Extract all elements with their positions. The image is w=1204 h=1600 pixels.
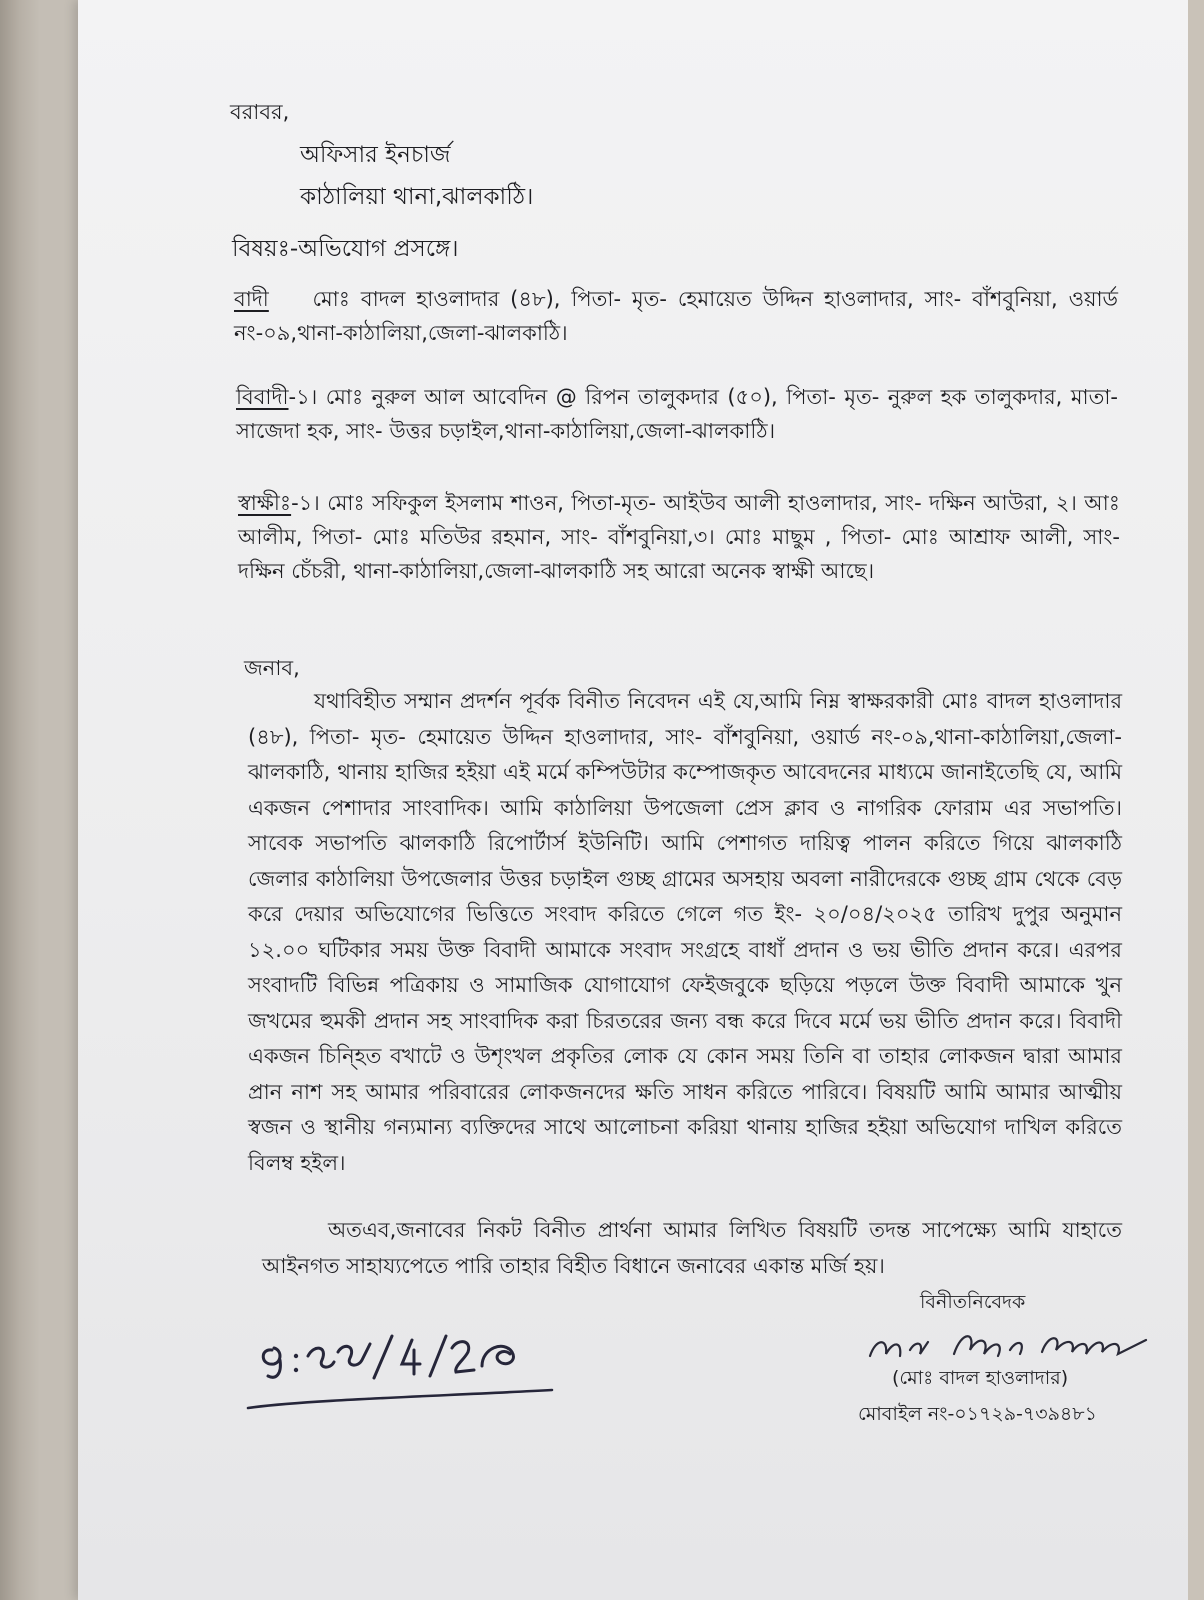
witness-block <box>238 486 1120 588</box>
letter-paper <box>78 0 1188 1600</box>
signature-mark <box>866 1320 1156 1368</box>
plaintiff-block <box>234 282 1118 350</box>
defendant-label: বিবাদী <box>236 385 289 409</box>
defendant-block <box>236 380 1118 448</box>
subject-line: বিষয়ঃ-অভিযোগ প্রসঙ্গে। <box>232 236 459 262</box>
salutation-to: বরাবর, <box>230 100 290 124</box>
recipient-office: কাঠালিয়া থানা,ঝালকাঠি। <box>300 184 534 210</box>
background-strip <box>1188 0 1204 1600</box>
signer-mobile: মোবাইল নং-০১৭২৯-৭৩৯৪৮১ <box>858 1403 1097 1425</box>
yours-faithfully: বিনীতনিবেদক <box>920 1291 1026 1313</box>
plaintiff-text: মোঃ বাদল হাওলাদার (৪৮), পিতা- মৃত- হেমায়েত উদ্দিন হাওলাদার, সাং- বাঁশবুনিয়া, ওয়ার্ড নং-০৯,থানা-কাঠালিয়া,জেলা-ঝালকাঠি। <box>234 287 1118 345</box>
signer-name: (মোঃ বাদল হাওলাদার) <box>892 1367 1069 1389</box>
recipient-title: অফিসার ইনচার্জ <box>300 142 451 168</box>
witness-label: স্বাক্ষীঃ <box>238 491 292 515</box>
defendant-text: -১। মোঃ নুরুল আল আবেদিন @ রিপন তালুকদার (৫০), পিতা- মৃত- নুরুল হক তালুকদার, মাতা- সাজেদা হক, সাং- উত্তর চড়াইল,থানা-কাঠালিয়া,জেলা-ঝালকাঠি। <box>236 385 1118 443</box>
body-paragraph: যথাবিহীত সম্মান প্রদর্শন পূর্বক বিনীত নিবেদন এই যে,আমি নিম্ন স্বাক্ষরকারী মোঃ বাদল হাওলাদার (৪৮), পিতা- মৃত- হেমায়েত উদ্দিন হাওলাদার, সাং- বাঁশবুনিয়া, ওয়ার্ড নং-০৯,থানা-কাঠালিয়া,জেলা-ঝালকাঠি, থানায় হাজির হইয়া এই মর্মে কম্পিউটার কম্পোজকৃত আবেদনের মাধ্যমে জানাইতেছি যে, আমি একজন পেশাদার সাংবাদিক। আমি কাঠালিয়া উপজেলা প্রেস ক্লাব ও নাগরিক ফোরাম এর সভাপতি। সাবেক সভাপতি ঝালকাঠি রিপোর্টার্স ইউনিটি। আমি পেশাগত দায়িত্ব পালন করিতে গিয়ে ঝালকাঠি জেলার কাঠালিয়া উপজেলার উত্তর চড়াইল গুচ্ছ গ্রামের অসহায় অবলা নারীদেরকে গুচ্ছ গ্রাম থেকে বেড় করে দেয়ার অভিযোগের ভিত্তিতে সংবাদ করিতে গেলে গত ইং- ২০/০৪/২০২৫ তারিখ দুপুর অনুমান ১২.০০ ঘটিকার সময় উক্ত বিবাদী আমাকে সংবাদ সংগ্রহে বাধাঁ প্রদান ও ভয় ভীতি প্রদান করে। এরপর সংবাদটি বিভিন্ন পত্রিকায় ও সামাজিক যোগাযোগ ফেইজবুকে ছড়িয়ে পড়লে উক্ত বিবাদী আমাকে খুন জখমের হুমকী প্রদান সহ সাংবাদিক করা চিরতরের জন্য বন্ধ করে দিবে মর্মে ভয় ভীতি প্রদান করে। বিবাদী একজন চিন্হিত বখাটে ও উশৃংখল প্রকৃতির লোক যে কোন সময় তিনি বা তাহার লোকজন দ্বারা আমার প্রান নাশ সহ আমার পরিবারের লোকজনদের ক্ষতি সাধন করিতে পারিবে। বিষয়টি আমি আমার আত্মীয় স্বজন ও স্থানীয় গন্যমান্য ব্যক্তিদের সাথে আলোচনা করিয়া থানায় হাজির হইয়া অভিযোগ দাখিল করিতে বিলম্ব হইল। <box>248 689 1122 1175</box>
closing-paragraph: অতএব,জনাবের নিকট বিনীত প্রার্থনা আমার লিখিত বিষয়টি তদন্ত সাপেক্ষ্যে আমি যাহাতে আইনগত সাহায্যপেতে পারি তাহার বিহীত বিধানে জনাবের একান্ত মর্জি হয়। <box>262 1218 1122 1278</box>
greeting: জনাব, <box>244 656 300 680</box>
witness-text: -১। মোঃ সফিকুল ইসলাম শাওন, পিতা-মৃত- আইউব আলী হাওলাদার, সাং- দক্ষিন আউরা, ২। আঃ আলীম, পিতা- মোঃ মতিউর রহমান, সাং- বাঁশবুনিয়া,৩। মোঃ মাছুম , পিতা- মোঃ আশ্রাফ আলী, সাং- দক্ষিন চেঁচরী, থানা-কাঠালিয়া,জেলা-ঝালকাঠি সহ আরো অনেক স্বাক্ষী আছে। <box>238 491 1120 583</box>
handwritten-date-mark <box>242 1330 562 1420</box>
plaintiff-label: বাদী <box>234 287 269 311</box>
